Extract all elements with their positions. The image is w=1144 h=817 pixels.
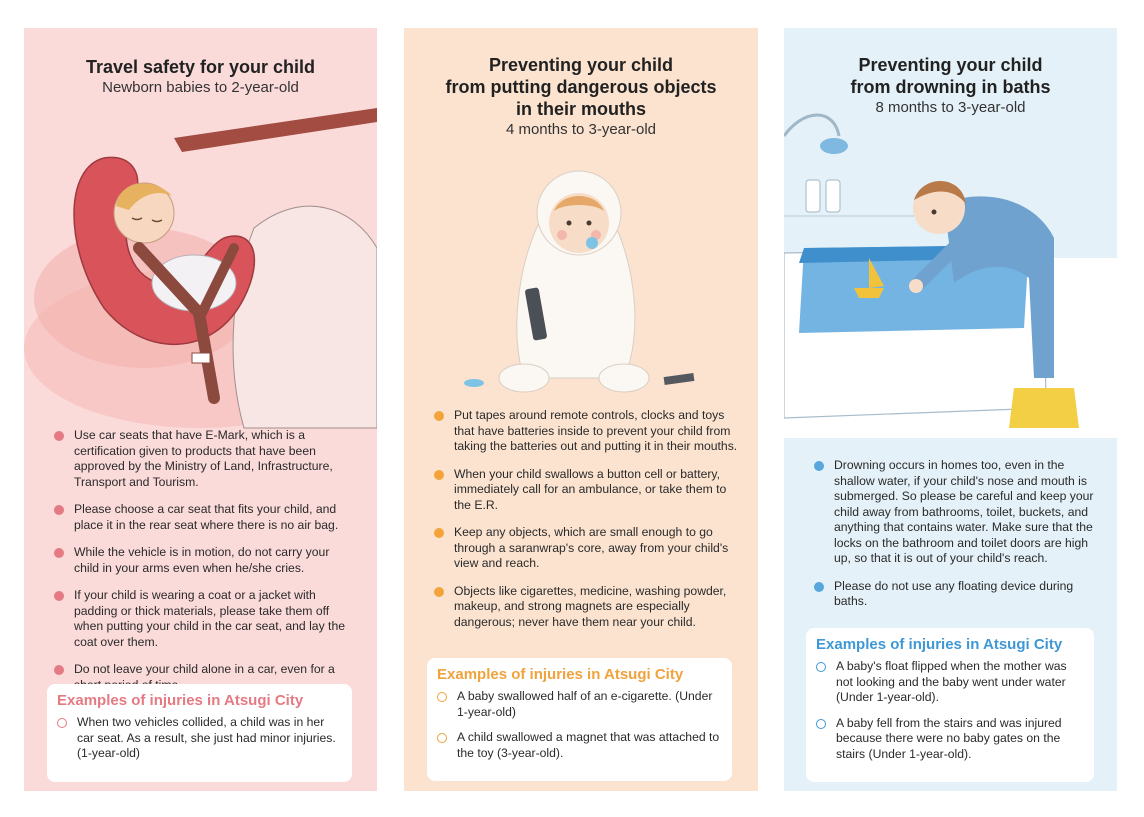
list-item: Please choose a car seat that fits your child, and place it in the rear seat where there is no air bag. [54, 502, 354, 533]
list-item: When your child swallows a button cell or battery, immediately call for an ambulance, or take them to the E.R. [434, 467, 739, 514]
list-item: Do not leave your child alone in a car, even for a [54, 662, 354, 693]
safety-tips-list [814, 458, 1099, 622]
examples-heading: Examples of injuries in Atsugi City [437, 666, 684, 683]
list-item: If your child is wearing a coat or a jacket with padding or thick materials, please take them off when putting your child in the car seat, and lay the coat over them. [54, 588, 354, 650]
circle-bullet-icon [816, 662, 826, 672]
examples-box [806, 628, 1094, 782]
bullet-dot-icon [434, 528, 444, 538]
safety-tips-list [434, 408, 739, 642]
examples-box [47, 684, 352, 782]
list-item: Drowning occurs in homes too, even in the shallow water, if your child's nose and mouth is submerged. So please be careful and keep your child away from bathrooms, toilet, buckets, and anything that contains water. Make sure that the locks on the bathroom and toilet doors are high up, so that it is out of your child's reach. [814, 458, 1099, 567]
title-line: from drowning in baths [850, 77, 1051, 97]
bullet-dot-icon [434, 470, 444, 480]
bullet-dot-icon [434, 411, 444, 421]
panel-title [24, 56, 377, 98]
example-item: A baby fell from the stairs and was injured because there were no baby gates on the stairs (Under 1-year-old). [816, 716, 1084, 763]
examples-heading: Examples of injuries in Atsugi City [816, 636, 1063, 653]
circle-bullet-icon [816, 719, 826, 729]
list-item: Put tapes around remote controls, clocks and toys that have batteries inside to prevent your child from taking the batteries out and putting it in their mouths. [434, 408, 739, 455]
panel-title [404, 54, 758, 140]
example-item: When two vehicles collided, a child was in her car seat. As a result, she just had minor injuries. (1-year-old) [57, 715, 342, 762]
panel-drowning [784, 28, 1117, 791]
circle-bullet-icon [57, 718, 67, 728]
bullet-dot-icon [54, 505, 64, 515]
list-item: Objects like cigarettes, medicine, washing powder, makeup, and strong magnets are especially dangerous; never have them near your child. [434, 584, 739, 631]
list-item: While the vehicle is in motion, do not carry your child in your arms even when he/she cries. [54, 545, 354, 576]
title-line: Preventing your child [488, 55, 674, 75]
panel-subtitle: 8 months to 3-year-old [875, 99, 1026, 116]
example-item: A baby's float flipped when the mother was not looking and the baby went under water (Under 1-year-old). [816, 659, 1084, 706]
bullet-dot-icon [54, 431, 64, 441]
bullet-dot-icon [54, 665, 64, 675]
bullet-dot-icon [54, 548, 64, 558]
examples-box [427, 658, 732, 781]
examples-heading: Examples of injuries in Atsugi City [57, 692, 304, 709]
list-item: Keep any objects, which are small enough to go through a saranwrap's core, away from your child's view and reach. [434, 525, 739, 572]
bullet-dot-icon [54, 591, 64, 601]
title-line: from putting dangerous objects [445, 77, 717, 97]
title-line: in their mouths [516, 99, 646, 119]
example-item: A child swallowed a magnet that was attached to the toy (3-year-old). [437, 730, 722, 761]
title-line: Travel safety for your child [85, 57, 316, 77]
circle-bullet-icon [437, 733, 447, 743]
list-item: Use car seats that have E-Mark, which is a certification given to products that have been approved by the Ministry of Land, Infrastructure, Transport and Tourism. [54, 428, 354, 490]
circle-bullet-icon [437, 692, 447, 702]
panel-subtitle: 4 months to 3-year-old [505, 121, 657, 138]
panel-subtitle: Newborn babies to 2-year-old [102, 79, 299, 96]
safety-tips-list [54, 428, 354, 705]
child-at-bathtub-illustration [784, 108, 1117, 438]
bullet-dot-icon [434, 587, 444, 597]
bullet-dot-icon [814, 461, 824, 471]
list-item: Please do not use any floating device during baths. [814, 579, 1099, 610]
bullet-dot-icon [814, 582, 824, 592]
example-item: A baby swallowed half of an e-cigarette. (Under 1-year-old) [437, 689, 722, 720]
panel-dangerous-objects [404, 28, 758, 791]
baby-in-car-seat-illustration [24, 98, 377, 438]
panel-travel-safety [24, 28, 377, 791]
baby-with-remote-illustration [404, 143, 758, 403]
title-line: Preventing your child [858, 55, 1043, 75]
